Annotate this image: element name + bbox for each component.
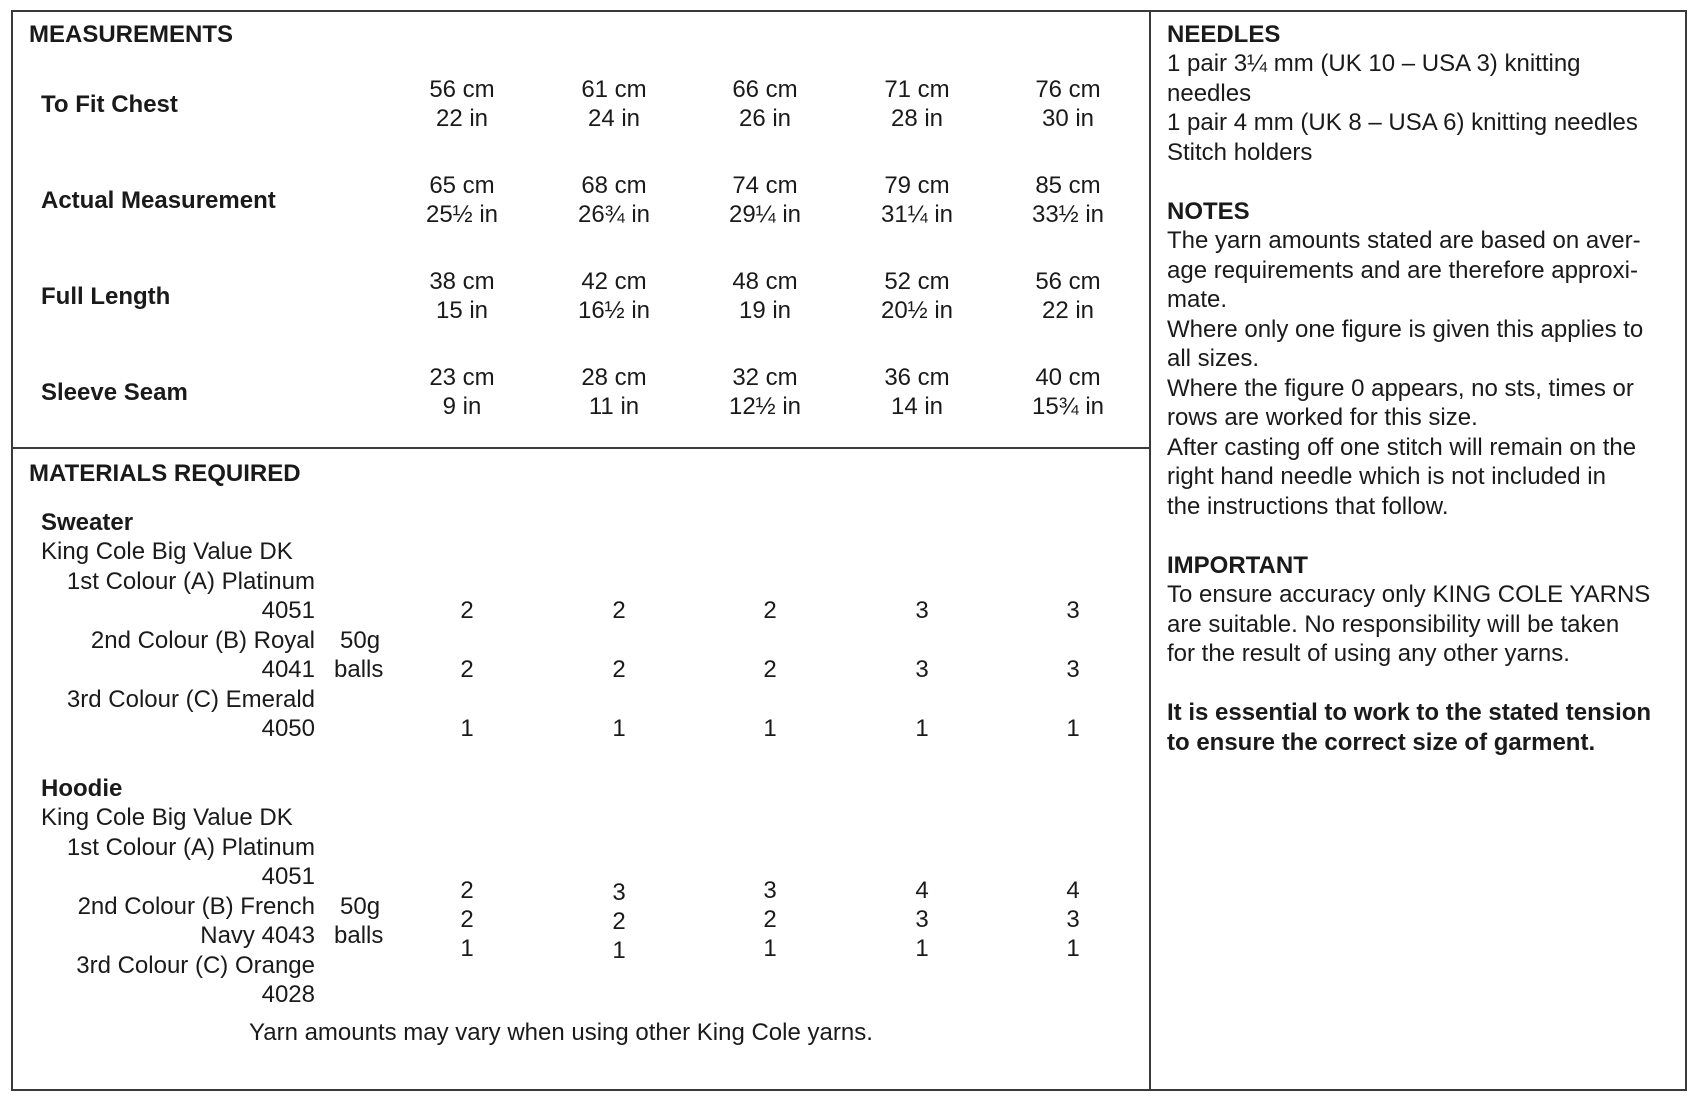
size-cell: 23 cm 9 in	[429, 364, 495, 420]
unit-balls: balls	[334, 922, 384, 949]
colour-a-label: 1st Colour (A) Platinum	[66, 568, 315, 595]
quantity-cell: 1	[763, 715, 777, 742]
size-cell: 79 cm 31¼ in	[880, 172, 954, 228]
size-cell: 68 cm 26¾ in	[577, 172, 651, 228]
notes-heading: NOTES	[1167, 198, 1250, 225]
quantity-cell: 2 2 1	[460, 877, 474, 962]
sweater-title: Sweater	[41, 509, 134, 536]
size-cell: 42 cm 16½ in	[577, 268, 651, 324]
needles-heading: NEEDLES	[1167, 21, 1281, 48]
row-label: Sleeve Seam	[41, 379, 188, 406]
quantity-cell: 3	[1066, 656, 1080, 683]
quantity-cell: 1	[460, 715, 474, 742]
quantity-cell: 1	[612, 715, 626, 742]
size-cell: 71 cm 28 in	[884, 76, 950, 132]
quantity-cell: 3 2 1	[763, 877, 777, 962]
unit-weight: 50g	[340, 627, 381, 654]
row-label: To Fit Chest	[41, 91, 178, 118]
hoodie-title: Hoodie	[41, 775, 123, 802]
colour-c-label: 3rd Colour (C) Orange	[76, 952, 315, 979]
quantity-cell: 3	[1066, 597, 1080, 624]
quantity-cell: 2	[460, 597, 474, 624]
row-label: Full Length	[41, 283, 171, 310]
size-cell: 38 cm 15 in	[429, 268, 495, 324]
quantity-cell: 3	[915, 656, 929, 683]
quantity-cell: 3	[915, 597, 929, 624]
size-cell: 48 cm 19 in	[732, 268, 798, 324]
unit-balls: balls	[334, 656, 384, 683]
size-cell: 36 cm 14 in	[884, 364, 950, 420]
important-heading: IMPORTANT	[1167, 552, 1308, 579]
colour-b-code: Navy 4043	[200, 922, 315, 949]
quantity-cell: 2	[612, 656, 626, 683]
size-cell: 85 cm 33½ in	[1031, 172, 1105, 228]
quantity-cell: 3 2 1	[612, 879, 626, 964]
unit-weight: 50g	[340, 893, 381, 920]
section-divider	[11, 447, 1151, 449]
quantity-cell: 2	[763, 597, 777, 624]
quantity-cell: 2	[460, 656, 474, 683]
colour-a-code: 4051	[261, 863, 315, 890]
important-text: To ensure accuracy only KING COLE YARNS are suitable. No responsibility will be taken for the result of using any other yarns.	[1167, 581, 1651, 667]
colour-b-code: 4041	[261, 656, 315, 683]
tension-warning: It is essential to work to the stated tension to ensure the correct size of garment.	[1167, 699, 1652, 756]
column-divider	[1149, 10, 1151, 1091]
size-cell: 28 cm 11 in	[581, 364, 647, 420]
size-cell: 76 cm 30 in	[1035, 76, 1101, 132]
quantity-cell: 4 3 1	[1066, 877, 1080, 962]
size-cell: 66 cm 26 in	[732, 76, 798, 132]
needles-list: 1 pair 3¼ mm (UK 10 – USA 3) knitting needles 1 pair 4 mm (UK 8 – USA 6) knitting needles Stitch holders	[1167, 50, 1638, 166]
colour-c-code: 4050	[261, 715, 315, 742]
yarn-name: King Cole Big Value DK	[41, 804, 293, 831]
quantity-cell: 2	[763, 656, 777, 683]
quantity-cell: 2	[612, 597, 626, 624]
colour-b-label: 2nd Colour (B) French	[77, 893, 315, 920]
colour-a-code: 4051	[261, 597, 315, 624]
colour-b-label: 2nd Colour (B) Royal	[90, 627, 315, 654]
size-cell: 74 cm 29¼ in	[728, 172, 802, 228]
size-cell: 52 cm 20½ in	[880, 268, 954, 324]
colour-c-label: 3rd Colour (C) Emerald	[66, 686, 315, 713]
colour-a-label: 1st Colour (A) Platinum	[66, 834, 315, 861]
size-cell: 65 cm 25½ in	[425, 172, 499, 228]
size-cell: 56 cm 22 in	[429, 76, 495, 132]
yarn-name: King Cole Big Value DK	[41, 538, 293, 565]
quantity-cell: 1	[1066, 715, 1080, 742]
size-cell: 61 cm 24 in	[581, 76, 647, 132]
colour-c-code: 4028	[261, 981, 315, 1008]
size-cell: 32 cm 12½ in	[728, 364, 802, 420]
materials-heading: MATERIALS REQUIRED	[29, 460, 301, 487]
quantity-cell: 4 3 1	[915, 877, 929, 962]
notes-text: The yarn amounts stated are based on aver- age requirements and are therefore approxi- mate. Where only one figure is given this applies to all sizes. Where the figure 0 appears, no sts, times or rows are worked for this size. After casting off one stitch will remain on the right hand needle which is not included in the instructions that follow.	[1167, 227, 1644, 520]
quantity-cell: 1	[915, 715, 929, 742]
size-cell: 56 cm 22 in	[1035, 268, 1101, 324]
measurements-heading: MEASUREMENTS	[29, 21, 234, 48]
yarn-footnote: Yarn amounts may vary when using other King Cole yarns.	[249, 1019, 873, 1046]
size-cell: 40 cm 15¾ in	[1031, 364, 1105, 420]
row-label: Actual Measurement	[41, 187, 276, 214]
